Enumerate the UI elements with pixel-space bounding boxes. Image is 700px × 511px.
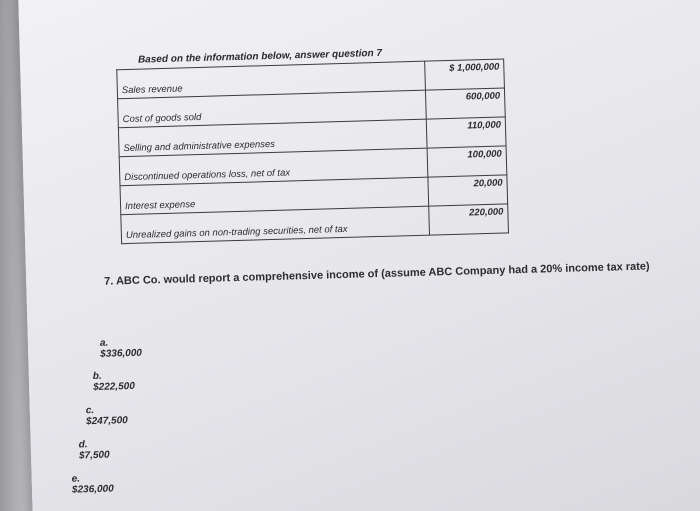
option-b: b. $222,500 — [92, 370, 135, 394]
row-amount: 110,000 — [426, 117, 506, 148]
row-label: Interest expense — [120, 177, 429, 215]
row-label: Sales revenue — [117, 61, 426, 99]
row-label: Unrealized gains on non-trading securities, net of tax — [121, 206, 430, 244]
option-e: e. $236,000 — [71, 473, 114, 496]
option-d: d. $7,500 — [78, 439, 110, 462]
financial-data-table — [116, 58, 509, 244]
row-label: Selling and administrative expenses — [118, 119, 427, 157]
row-amount: $ 1,000,000 — [425, 59, 505, 90]
row-amount: 220,000 — [429, 204, 509, 235]
row-amount: 600,000 — [425, 88, 505, 119]
instruction-heading: Based on the information below, answer question 7 — [137, 47, 383, 66]
paper-sheet — [18, 0, 700, 511]
row-label: Discontinued operations loss, net of tax — [119, 148, 428, 186]
row-amount: 100,000 — [427, 146, 507, 177]
row-amount: 20,000 — [428, 175, 508, 206]
option-a: a. $336,000 — [99, 337, 143, 360]
option-c: c. $247,500 — [85, 405, 128, 428]
row-label: Cost of goods sold — [118, 90, 427, 128]
question-text: 7. ABC Co. would report a comprehensive income of (assume ABC Company had a 20% income tax rate) — [104, 260, 650, 288]
